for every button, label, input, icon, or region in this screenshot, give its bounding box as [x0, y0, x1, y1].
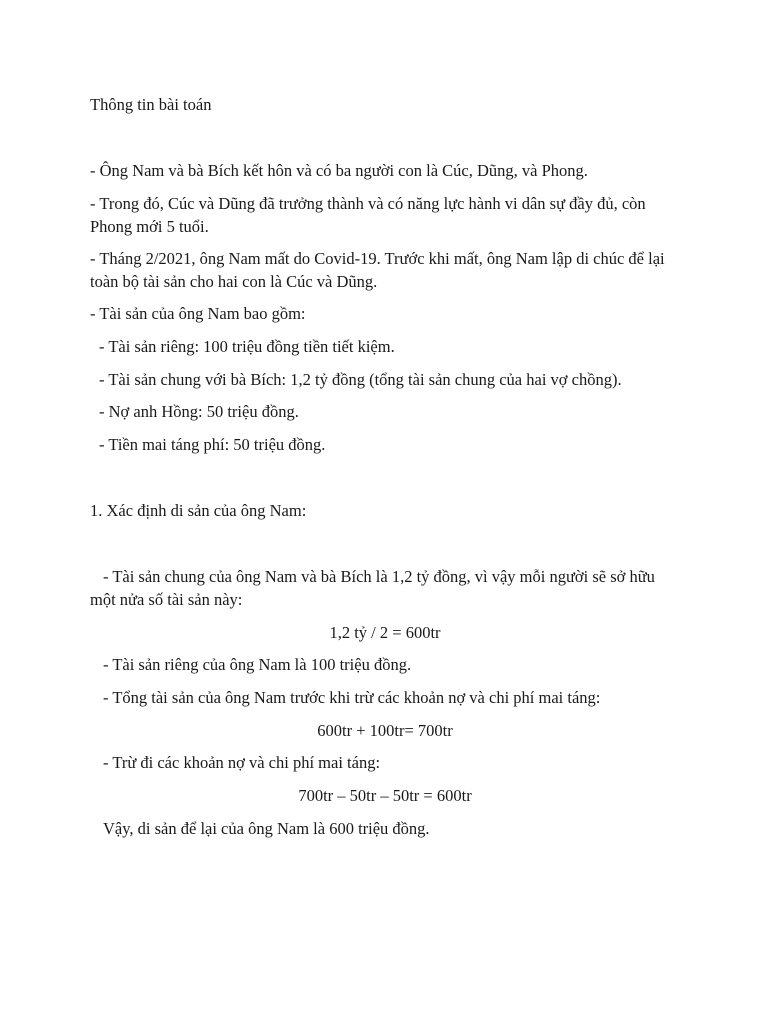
fact-assets-heading: - Tài sản của ông Nam bao gồm: — [90, 304, 306, 323]
total-before-text: - Tổng tài sản của ông Nam trước khi trừ các khoản nợ và chi phí mai táng: — [103, 688, 601, 707]
conclusion-text: Vậy, di sản để lại của ông Nam là 600 triệu đồng. — [103, 819, 430, 838]
formula-half: 1,2 tỷ / 2 = 600tr — [329, 623, 441, 642]
asset-private: - Tài sản riêng: 100 triệu đồng tiền tiết kiệm. — [99, 337, 395, 356]
private-property-text: - Tài sản riêng của ông Nam là 100 triệu đồng. — [103, 655, 412, 674]
asset-funeral: - Tiền mai táng phí: 50 triệu đồng. — [99, 435, 326, 454]
formula-deduct: 700tr – 50tr – 50tr = 600tr — [298, 786, 472, 805]
section-heading: 1. Xác định di sản của ông Nam: — [90, 501, 307, 520]
document-title: Thông tin bài toán — [90, 95, 212, 114]
fact-marriage: - Ông Nam và bà Bích kết hôn và có ba người con là Cúc, Dũng, và Phong. — [90, 161, 588, 180]
fact-will: - Tháng 2/2021, ông Nam mất do Covid-19. Trước khi mất, ông Nam lập di chúc để lại toàn bộ tài sản cho hai con là Cúc và Dũng. — [90, 249, 665, 291]
asset-common: - Tài sản chung với bà Bích: 1,2 tỷ đồng (tổng tài sản chung của hai vợ chồng). — [99, 370, 622, 389]
asset-debt: - Nợ anh Hồng: 50 triệu đồng. — [99, 402, 299, 421]
fact-children: - Trong đó, Cúc và Dũng đã trưởng thành và có năng lực hành vi dân sự đầy đủ, còn Phong mới 5 tuổi. — [90, 194, 646, 236]
common-property-text: - Tài sản chung của ông Nam và bà Bích là 1,2 tỷ đồng, vì vậy mỗi người sẽ sở hữu một nửa số tài sản này: — [90, 567, 655, 609]
formula-total: 600tr + 100tr= 700tr — [317, 721, 453, 740]
deduct-text: - Trừ đi các khoản nợ và chi phí mai táng: — [103, 753, 381, 772]
